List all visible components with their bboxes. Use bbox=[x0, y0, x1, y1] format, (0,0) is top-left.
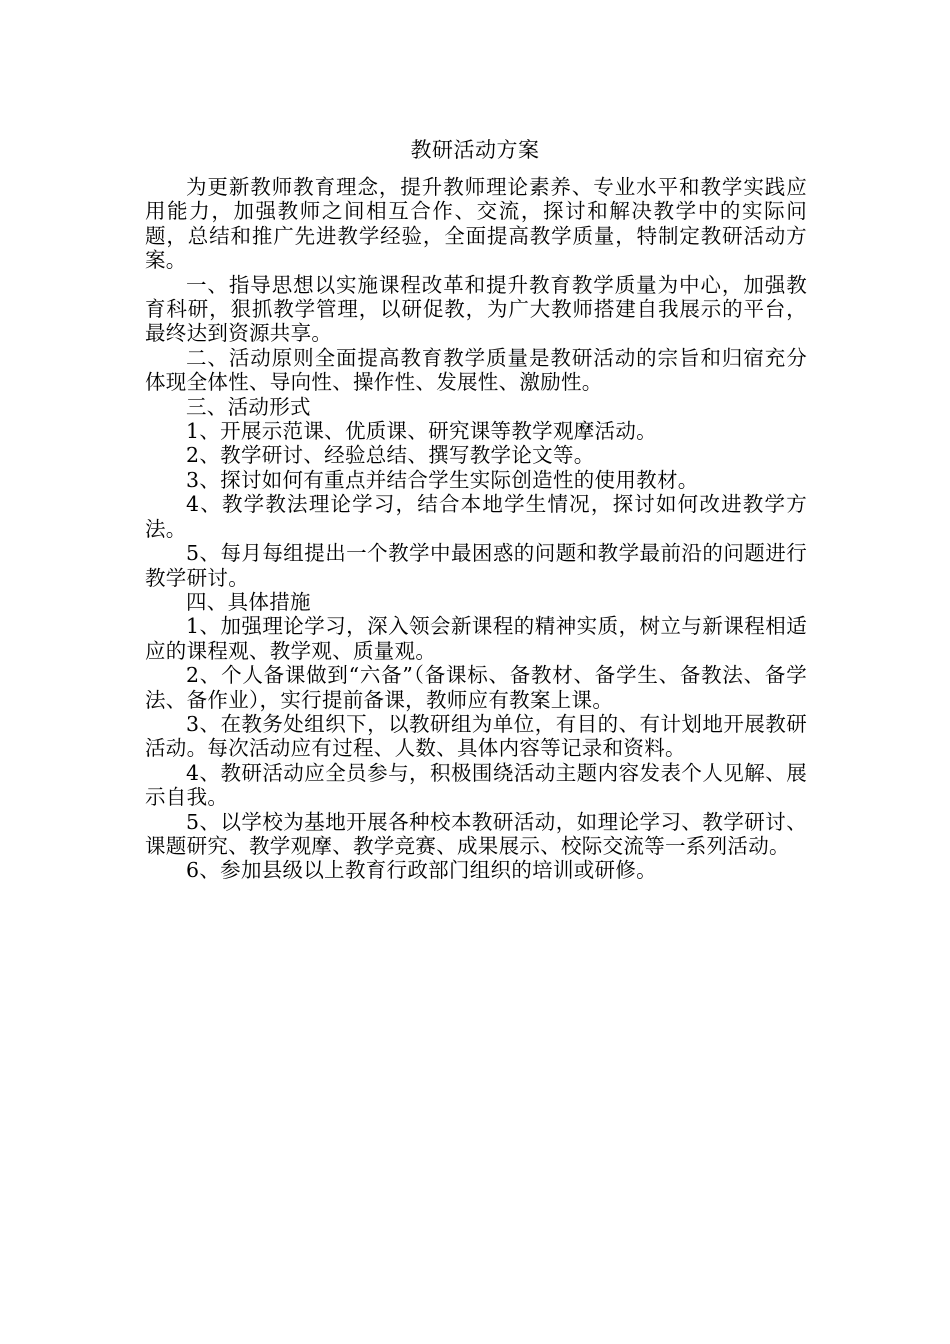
list-item: 2、个人备课做到“六备”（备课标、备教材、备学生、备教法、备学法、备作业），实行提前备课，教师应有教案上课。 bbox=[145, 663, 807, 712]
list-item: 5、每月每组提出一个教学中最困惑的问题和教学最前沿的问题进行教学研讨。 bbox=[145, 541, 807, 590]
list-item: 3、在教务处组织下，以教研组为单位，有目的、有计划地开展教研活动。每次活动应有过程、人数、具体内容等记录和资料。 bbox=[145, 711, 807, 761]
paragraph-activity-principle: 二、活动原则全面提高教育教学质量是教研活动的宗旨和归宿充分体现全体性、导向性、操作性、发展性、激励性。 bbox=[145, 345, 807, 395]
list-item: 2、教学研讨、经验总结、撰写教学论文等。 bbox=[186, 443, 595, 468]
list-item: 4、教研活动应全员参与，积极围绕活动主题内容发表个人见解、展示自我。 bbox=[145, 760, 807, 810]
paragraph-intro: 为更新教师教育理念，提升教师理论素养、专业水平和教学实践应用能力，加强教师之间相互合作、交流，探讨和解决教学中的实际问题，总结和推广先进教学经验，全面提高教学质量，特制定教研活动方案。 bbox=[145, 175, 807, 273]
list-item: 1、加强理论学习，深入领会新课程的精神实质，树立与新课程相适应的课程观、教学观、质量观。 bbox=[145, 614, 807, 663]
section-heading-specific-measures: 四、具体措施 bbox=[186, 589, 311, 614]
list-item: 3、探讨如何有重点并结合学生实际创造性的使用教材。 bbox=[186, 467, 699, 492]
paragraph-guiding-thought: 一、指导思想以实施课程改革和提升教育教学质量为中心，加强教育科研，狠抓教学管理，以研促教，为广大教师搭建自我展示的平台，最终达到资源共享。 bbox=[145, 272, 807, 346]
document-body bbox=[145, 175, 807, 883]
list-item: 6、参加县级以上教育行政部门组织的培训或研修。 bbox=[186, 858, 657, 883]
document-title: 教研活动方案 bbox=[410, 138, 540, 162]
list-item: 1、开展示范课、优质课、研究课等教学观摩活动。 bbox=[186, 419, 657, 444]
section-heading-activity-forms: 三、活动形式 bbox=[186, 394, 311, 419]
list-item: 4、教学教法理论学习，结合本地学生情况，探讨如何改进教学方法。 bbox=[145, 492, 807, 541]
list-item: 5、以学校为基地开展各种校本教研活动，如理论学习、教学研讨、课题研究、教学观摩、教学竞赛、成果展示、校际交流等一系列活动。 bbox=[145, 809, 807, 858]
